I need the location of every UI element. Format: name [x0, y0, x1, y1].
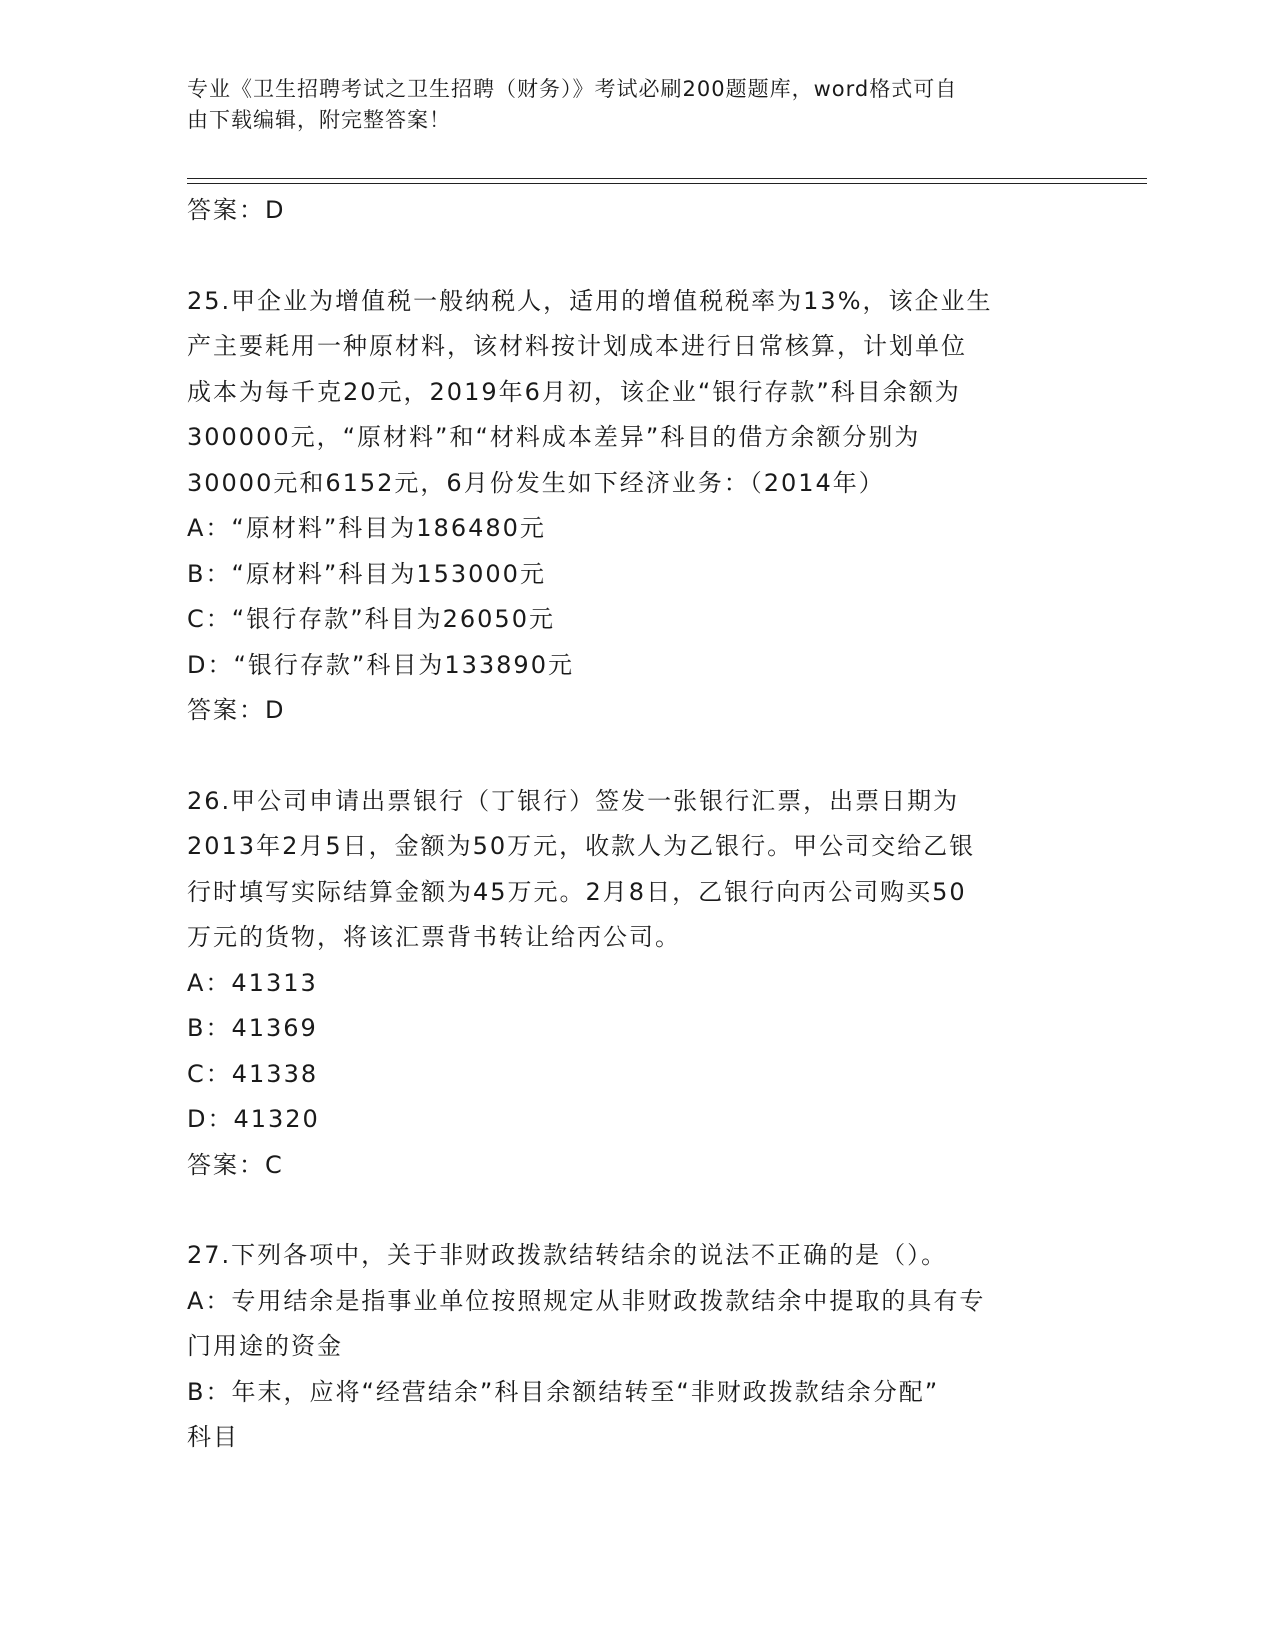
page-header — [187, 74, 1067, 136]
header-line-2: 由下载编辑，附完整答案！ — [187, 108, 451, 132]
question-text-line: 成本为每千克20元，2019年6月初，该企业“银行存款”科目余额为 — [187, 377, 961, 406]
option-a: A：41313 — [187, 968, 318, 997]
spacer — [187, 234, 1087, 279]
option-d: D：41320 — [187, 1105, 320, 1133]
question-text-line: 万元的货物，将该汇票背书转让给丙公司。 — [187, 923, 681, 951]
question-text-line: 27.下列各项中，关于非财政拨款结转结余的说法不正确的是（）。 — [187, 1241, 948, 1269]
option-c: C：41338 — [187, 1059, 319, 1088]
answer: 答案：C — [187, 1150, 284, 1179]
question-26 — [187, 779, 1087, 1189]
question-27 — [187, 1233, 1087, 1461]
header-line-1: 专业《卫生招聘考试之卫生招聘（财务）》考试必刷200题题库，word格式可自 — [187, 77, 958, 101]
option-b: B：41369 — [187, 1014, 318, 1042]
question-25 — [187, 279, 1087, 734]
question-text-line: 25.甲企业为增值税一般纳税人，适用的增值税税率为13%，该企业生 — [187, 286, 993, 315]
question-text-line: 2013年2月5日，金额为50万元，收款人为乙银行。甲公司交给乙银 — [187, 832, 976, 860]
document-body — [187, 188, 1087, 1461]
header-divider-top — [187, 178, 1147, 179]
question-text-line: 26.甲公司申请出票银行（丁银行）签发一张银行汇票，出票日期为 — [187, 786, 960, 815]
previous-answer: 答案：D — [187, 196, 286, 224]
option-a-continued: 门用途的资金 — [187, 1332, 343, 1360]
option-b: B：年末，应将“经营结余”科目余额结转至“非财政拨款结余分配” — [187, 1377, 940, 1406]
option-b: B：“原材料”科目为153000元 — [187, 559, 546, 588]
spacer — [187, 1188, 1087, 1233]
option-d: D：“银行存款”科目为133890元 — [187, 650, 574, 679]
question-text-line: 30000元和6152元，6月份发生如下经济业务：（2014年） — [187, 468, 885, 497]
option-a: A：“原材料”科目为186480元 — [187, 514, 546, 542]
header-divider-bottom — [187, 183, 1147, 184]
answer: 答案：D — [187, 696, 286, 724]
option-c: C：“银行存款”科目为26050元 — [187, 605, 555, 633]
question-text-line: 行时填写实际结算金额为45万元。2月8日，乙银行向丙公司购买50 — [187, 877, 967, 906]
option-b-continued: 科目 — [187, 1423, 239, 1451]
spacer — [187, 734, 1087, 779]
option-a: A：专用结余是指事业单位按照规定从非财政拨款结余中提取的具有专 — [187, 1286, 986, 1315]
question-text-line: 300000元，“原材料”和“材料成本差异”科目的借方余额分别为 — [187, 423, 921, 451]
question-text-line: 产主要耗用一种原材料，该材料按计划成本进行日常核算，计划单位 — [187, 332, 967, 360]
